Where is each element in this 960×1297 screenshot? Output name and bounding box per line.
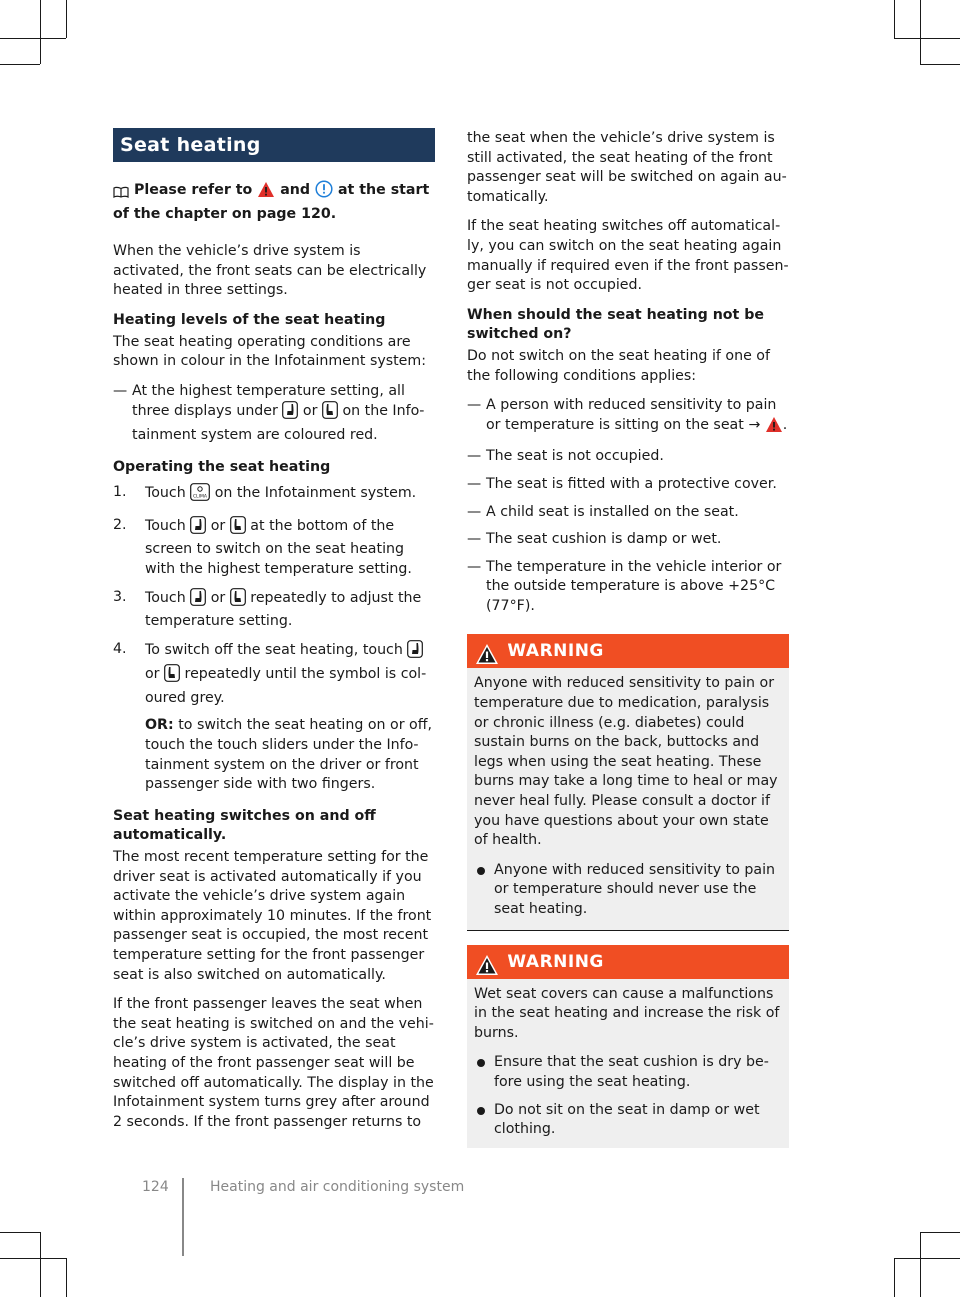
when-paragraph: Do not switch on the seat heating if one of the following conditions applies:	[467, 347, 770, 384]
crop-mark	[920, 0, 921, 64]
step-item: 2. Touch or at the bottom of the screen to switch on the seat heating with the highest temperature setting.	[113, 516, 412, 577]
heading-when-not: When should the seat heating not be switched on?	[467, 306, 765, 343]
passenger-seat-heating-icon	[230, 588, 246, 613]
list-item: — A person with reduced sensitivity to pain or temperature is sitting on the seat → .	[467, 396, 789, 439]
crop-mark	[66, 0, 67, 38]
warning-triangle-icon	[257, 181, 275, 205]
driver-seat-heating-icon	[407, 640, 423, 665]
bullet-item: Ensure that the seat cushion is dry before using the seat heating.	[474, 1053, 783, 1092]
list-item: — The seat cushion is damp or wet.	[467, 531, 722, 548]
bullet-item: Anyone with reduced sensitivity to pain or temperature should never use the seat heating.	[474, 861, 783, 920]
warning-box	[467, 945, 789, 1148]
list-item: — A child seat is installed on the seat.	[467, 503, 739, 520]
warning-header	[467, 945, 789, 979]
warning-triangle-icon	[765, 416, 783, 440]
driver-seat-heating-icon	[190, 588, 206, 613]
auto-paragraph-4: If the seat heating switches off automatically, you can switch on the seat heating again manually if required even if the front passenger seat is not occupied.	[467, 218, 789, 294]
bullet-marker	[477, 867, 485, 875]
passenger-seat-heating-icon	[164, 664, 180, 689]
crop-mark	[894, 1258, 895, 1297]
crop-mark	[920, 64, 960, 65]
warning-title: WARNING	[507, 641, 604, 662]
step-item: 3. Touch or repeatedly to adjust the temperature setting.	[113, 588, 422, 630]
warning-title: WARNING	[507, 951, 604, 972]
intro-paragraph: When the vehicle’s drive system is activated, the front seats can be electrically heated in three settings.	[113, 243, 427, 299]
or-note: OR: to switch the seat heating on or off, touch the touch sliders under the Infotainment system on the driver or front passenger side with two fingers.	[145, 717, 433, 793]
warning-text: Wet seat covers can cause a malfunctions in the seat heating and increase the risk of burns.	[474, 985, 780, 1041]
footer-divider	[182, 1178, 184, 1256]
crop-mark	[0, 38, 66, 39]
auto-paragraph-2: If the front passenger leaves the seat when the seat heating is switched on and the vehicle’s drive system is activated, the seat heating of the front passenger seat will be switched off automatically. The display in the Infotainment system turns grey after around 2 seconds. If the front passenger returns to	[113, 996, 434, 1130]
crop-mark	[0, 64, 40, 65]
warning-body	[467, 668, 789, 930]
heading-heating-levels: Heating levels of the seat heating	[113, 311, 386, 328]
reference-note: Please refer to and at the start of the chapter on page 120.	[113, 182, 430, 222]
warning-box	[467, 634, 789, 930]
climate-icon	[190, 483, 210, 508]
warning-header	[467, 634, 789, 668]
warning-triangle-icon	[475, 949, 501, 983]
heading-auto: Seat heating switches on and off automatically.	[113, 807, 376, 844]
driver-seat-heating-icon	[190, 516, 206, 541]
warning-text: Anyone with reduced sensitivity to pain or temperature due to medication, paralysis or chronic illness (e.g. diabetes) could sustain burns on the back, buttocks and legs when using the seat heating. These burns may take a long time to heal or may never heal fully. Please consult a doctor if you have questions about your own state of health.	[474, 675, 778, 849]
list-item: — The temperature in the vehicle interior or the outside temperature is above +25°C (77°F).	[467, 558, 782, 614]
auto-paragraph-1: The most recent temperature setting for the driver seat is activated automatically if you activate the vehicle’s drive system again within approximately 10 minutes. If the front passenger seat is occupied, the most recent temperature setting for the front passenger seat is also switched on automatically.	[113, 849, 432, 983]
page-number: 124	[142, 1179, 169, 1195]
driver-seat-heating-icon	[282, 401, 298, 426]
arrow-icon: →	[748, 416, 761, 433]
crop-mark	[894, 1258, 960, 1259]
info-note-icon	[315, 180, 333, 205]
list-item: — At the highest temperature setting, all three displays under or on the Infotainment system are coloured red.	[113, 382, 425, 443]
crop-mark	[66, 1258, 67, 1297]
list-item: — The seat is not occupied.	[467, 448, 664, 465]
crop-mark	[894, 38, 960, 39]
step-item: 1. Touch CLIMA on the Infotainment system.	[113, 483, 435, 508]
passenger-seat-heating-icon	[230, 516, 246, 541]
dash-marker: —	[113, 382, 128, 399]
bullet-marker	[477, 1107, 485, 1115]
levels-paragraph: The seat heating operating conditions are shown in colour in the Infotainment system:	[113, 333, 427, 370]
crop-mark	[40, 0, 41, 64]
bullet-marker	[477, 1059, 485, 1067]
svg-text:CLIMA: CLIMA	[193, 494, 208, 500]
left-column	[113, 128, 435, 1142]
auto-paragraph-3: the seat when the vehicle’s drive system is still activated, the seat heating of the front passenger seat will be switched on again automatically.	[467, 130, 787, 205]
chapter-title: Heating and air conditioning system	[210, 1179, 465, 1195]
book-icon	[113, 185, 129, 205]
passenger-seat-heating-icon	[322, 401, 338, 426]
bullet-item: Do not sit on the seat in damp or wet clothing.	[474, 1101, 783, 1140]
section-title: Seat heating	[113, 128, 435, 162]
heading-operating: Operating the seat heating	[113, 458, 331, 475]
page-footer	[0, 1178, 960, 1258]
crop-mark	[0, 1258, 66, 1259]
warning-body	[467, 979, 789, 1148]
step-item: 4. To switch off the seat heating, touch or repeatedly until the symbol is coloured grey.	[113, 640, 427, 706]
crop-mark	[894, 0, 895, 38]
warning-triangle-icon	[475, 638, 501, 672]
right-column	[467, 129, 789, 1148]
list-item: — The seat is fitted with a protective cover.	[467, 475, 777, 492]
